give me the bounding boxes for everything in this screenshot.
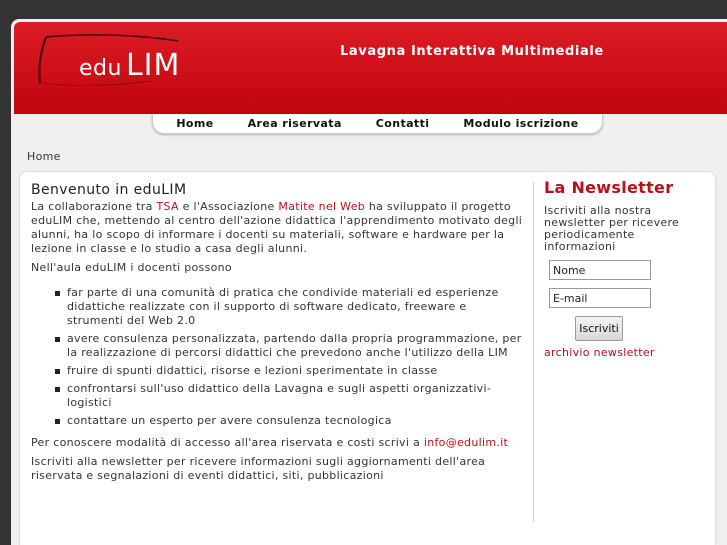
tsa-link[interactable]: TSA bbox=[156, 200, 179, 213]
bullet-icon bbox=[55, 419, 60, 424]
intro-paragraph bbox=[31, 200, 524, 256]
list-item bbox=[31, 382, 524, 410]
newsletter-archive-link[interactable]: archivio newsletter bbox=[544, 346, 655, 359]
intro-text-1: La collaborazione tra bbox=[31, 200, 157, 213]
list-item bbox=[31, 332, 524, 360]
logo-edu-text: edu bbox=[79, 56, 122, 81]
list-item bbox=[31, 364, 524, 378]
email-input[interactable] bbox=[549, 288, 651, 308]
list-item bbox=[31, 414, 524, 428]
newsletter-title: La Newsletter bbox=[544, 178, 674, 197]
site-header bbox=[14, 22, 727, 114]
main-column bbox=[31, 181, 524, 488]
newsletter-paragraph: Iscriviti alla newsletter per ricevere informazioni sugli aggiornamenti dell'area riservata e segnalazioni di eventi didattici, siti, pubblicazioni bbox=[31, 455, 486, 482]
bullet-icon bbox=[55, 291, 60, 296]
subscribe-button[interactable]: Iscriviti bbox=[575, 316, 623, 341]
list-item bbox=[31, 286, 524, 328]
intro-text-2: e l'Associazione bbox=[178, 200, 279, 213]
page-title: Benvenuto in eduLIM bbox=[31, 182, 187, 198]
newsletter-intro: Iscriviti alla nostra newsletter per ricevere periodicamente informazioni bbox=[544, 204, 680, 253]
email-link[interactable]: info@edulim.it bbox=[423, 436, 509, 449]
nav-item-area-riservata[interactable]: Area riservata bbox=[247, 117, 342, 130]
site-tagline: Lavagna Interattiva Multimediale bbox=[340, 44, 604, 59]
list-item-text: avere consulenza personalizzata, partendo dalla propria programmazione, per la realizzazione di percorsi didattici che prevedono anche l'utilizzo della LIM bbox=[67, 332, 522, 359]
main-nav bbox=[152, 114, 603, 134]
content-panel bbox=[19, 171, 716, 545]
nav-item-contatti[interactable]: Contatti bbox=[375, 117, 430, 130]
breadcrumb: Home bbox=[27, 150, 61, 163]
list-item-text: far parte di una comunità di pratica che condivide materiali ed esperienze didattiche realizzate con il supporto di software dedicato, freeware e strumenti del Web 2.0 bbox=[67, 286, 499, 327]
bullet-icon bbox=[55, 337, 60, 342]
page-frame bbox=[11, 19, 727, 545]
newsletter-sidebar bbox=[544, 178, 704, 359]
site-logo[interactable] bbox=[79, 48, 180, 83]
teachers-intro: Nell'aula eduLIM i docenti possono bbox=[31, 261, 232, 274]
column-divider bbox=[533, 182, 534, 522]
name-input[interactable] bbox=[549, 260, 651, 280]
bullet-icon bbox=[55, 369, 60, 374]
bullet-icon bbox=[55, 387, 60, 392]
list-item-text: confrontarsi sull'uso didattico della Lavagna e sugli aspetti organizzativi-logistici bbox=[67, 382, 492, 409]
access-paragraph bbox=[31, 436, 524, 450]
intro-text-3: ha sviluppato il progetto eduLIM che, mettendo al centro dell'azione didattica l'apprendimento motivato degli alunni, ha lo scopo di informare i docenti su materiali, software e hardware per la lezione in classe e lo studio a casa degli alunni. bbox=[31, 200, 523, 255]
list-item-text: contattare un esperto per avere consulenza tecnologica bbox=[67, 414, 392, 427]
nav-item-home[interactable]: Home bbox=[176, 117, 214, 130]
list-item-text: fruire di spunti didattici, risorse e lezioni sperimentate in classe bbox=[67, 364, 438, 377]
benefits-list bbox=[31, 286, 524, 428]
logo-lim-text: LIM bbox=[125, 48, 181, 83]
nav-item-modulo-iscrizione[interactable]: Modulo iscrizione bbox=[463, 117, 579, 130]
access-text: Per conoscere modalità di accesso all'area riservata e costi scrivi a bbox=[31, 436, 424, 449]
matite-nel-web-link[interactable]: Matite nel Web bbox=[278, 200, 366, 213]
